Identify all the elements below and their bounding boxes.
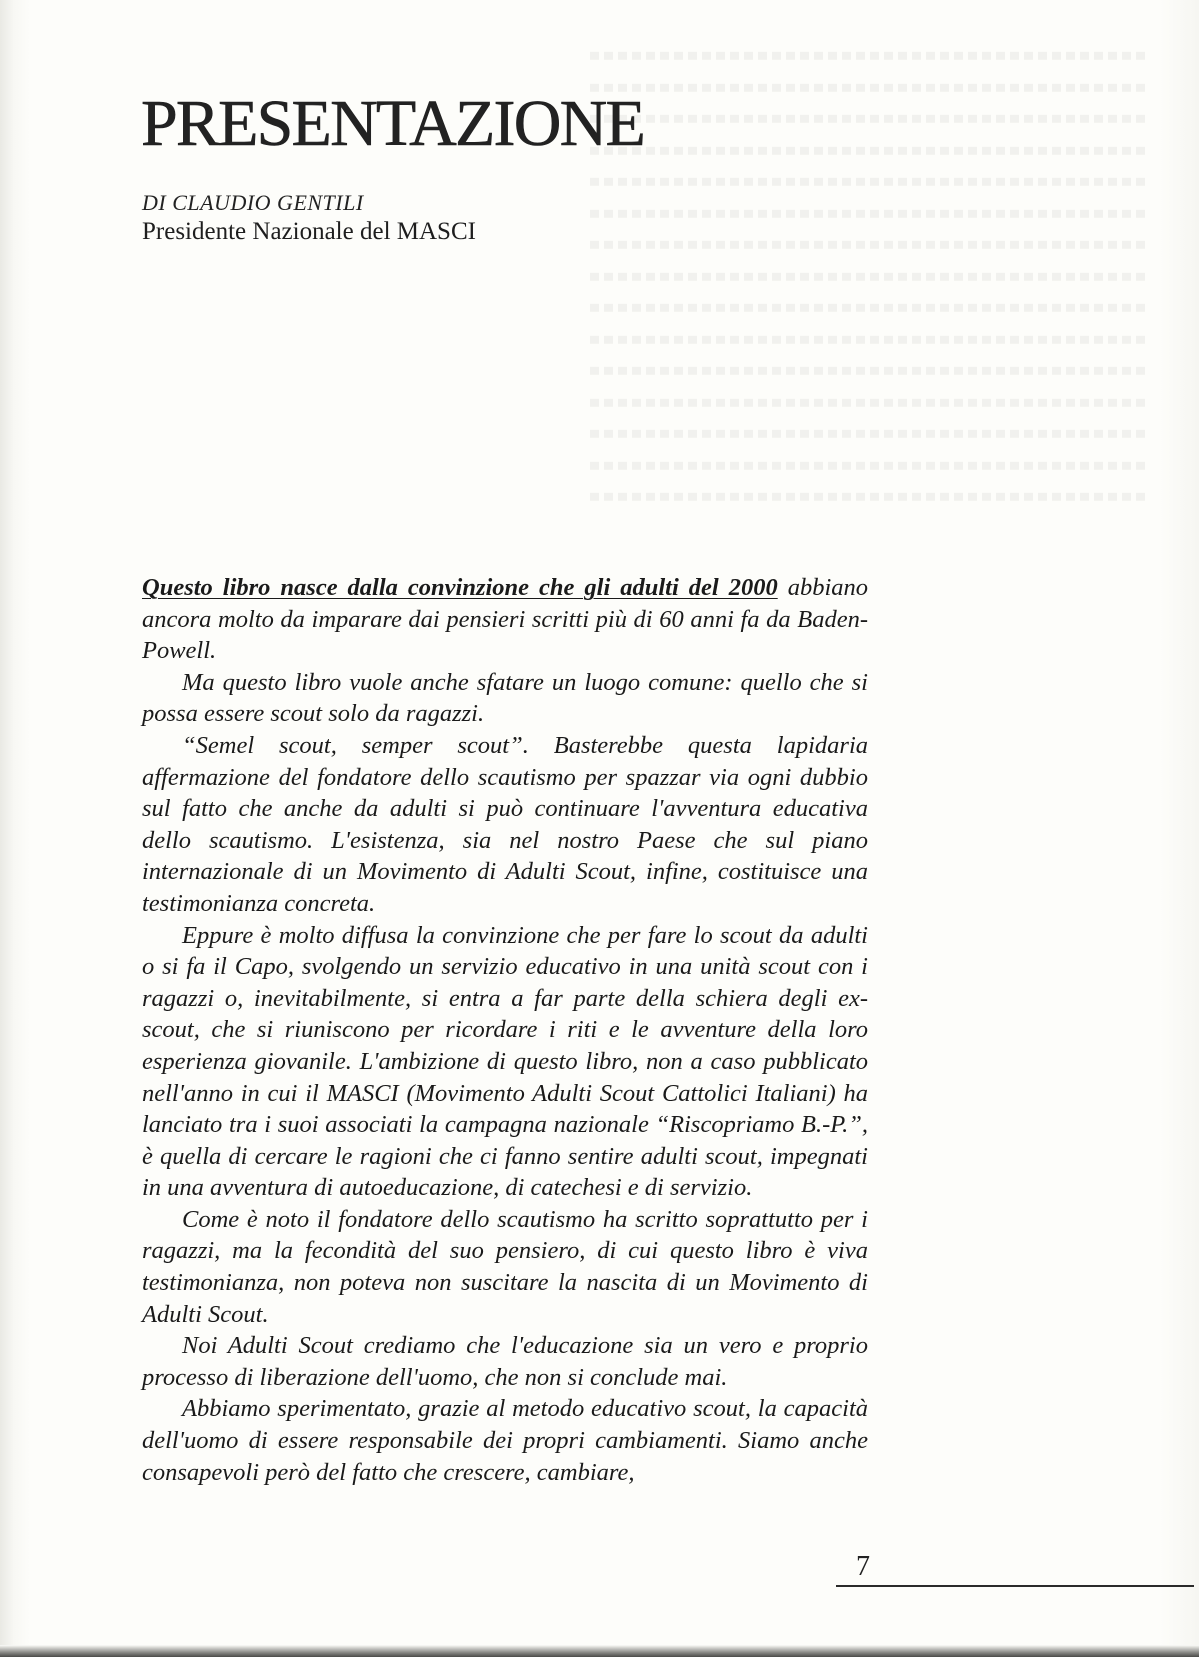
page-number: 7 <box>856 1551 870 1582</box>
lead-sentence: Questo libro nasce dalla convinzione che gli adulti del 2000 <box>142 574 778 601</box>
bleed-through-texture <box>590 40 1150 540</box>
body-text <box>142 572 868 1488</box>
author-line: DI CLAUDIO GENTILI <box>142 190 364 215</box>
paragraph-6: Noi Adulti Scout crediamo che l'educazione sia un vero e proprio processo di liberazione dell'uomo, che non si conclude mai. <box>142 1332 868 1391</box>
paragraph-3: “Semel scout, semper scout”. Basterebbe questa lapidaria affermazione del fondatore dello scautismo per spazzar via ogni dubbio sul fatto che anche da adulti si può continuare l'avventura educativa dello scautismo. L'esistenza, sia nel nostro Paese che sul piano internazionale di un Movimento di Adulti Scout, infine, costituisce una testimonianza concreta. <box>142 731 868 917</box>
paragraph-1 <box>142 572 868 667</box>
scan-edge-shadow <box>0 1645 1199 1657</box>
paragraph-7: Abbiamo sperimentato, grazie al metodo educativo scout, la capacità dell'uomo di essere responsabile dei propri cambiamenti. Siamo anche consapevoli però del fatto che crescere, cambiare, <box>142 1395 868 1486</box>
footer-rule <box>836 1585 1194 1587</box>
paragraph-4: Eppure è molto diffusa la convinzione che per fare lo scout da adulti o si fa il Capo, svolgendo un servizio educativo in una unità scout con i ragazzi o, inevitabilmente, si entra a far parte della schiera degli ex-scout, che si riuniscono per ricordare i riti e le avventure della loro esperienza giovanile. L'ambizione di questo libro, non a caso pubblicato nell'anno in cui il MASCI (Movimento Adulti Scout Cattolici Italiani) ha lanciato tra i suoi associati la campagna nazionale “Riscopriamo B.-P.”, è quella di cercare le ragioni che ci fanno sentire adulti scout, impegnati in una avventura di autoeducazione, di catechesi e di servizio. <box>142 921 868 1202</box>
paragraph-5: Come è noto il fondatore dello scautismo ha scritto soprattutto per i ragazzi, ma la fecondità del suo pensiero, di cui questo libro è viva testimonianza, non poteva non suscitare la nascita di un Movimento di Adulti Scout. <box>142 1205 868 1328</box>
page-title: PRESENTAZIONE <box>141 87 644 160</box>
paragraph-1-text: abbiano ancora molto da imparare dai pensieri scritti più di 60 anni fa da Baden-Powell. <box>142 574 869 665</box>
paragraph-2: Ma questo libro vuole anche sfatare un luogo comune: quello che si possa essere scout solo da ragazzi. <box>142 668 868 728</box>
author-role: Presidente Nazionale del MASCI <box>142 218 476 245</box>
